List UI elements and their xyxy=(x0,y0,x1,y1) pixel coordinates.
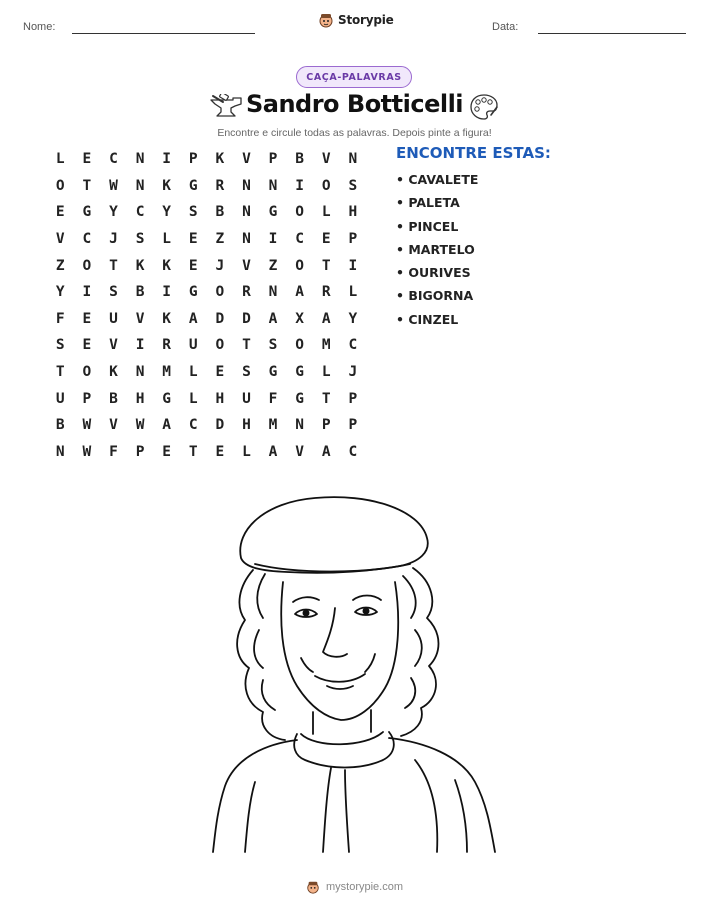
grid-letter[interactable]: K xyxy=(215,151,225,168)
grid-letter[interactable]: N xyxy=(348,151,358,168)
grid-letter[interactable]: C xyxy=(135,204,145,221)
grid-letter[interactable]: B xyxy=(215,204,225,221)
grid-letter[interactable]: D xyxy=(242,310,251,327)
grid-letter[interactable]: D xyxy=(215,310,225,327)
grid-letter[interactable]: P xyxy=(135,443,145,460)
grid-letter[interactable]: W xyxy=(82,417,92,434)
grid-row xyxy=(47,226,366,253)
word-item: • CINZEL xyxy=(396,311,459,327)
grid-letter[interactable]: Y xyxy=(162,204,172,221)
word-list-title: ENCONTRE ESTAS: xyxy=(396,144,551,162)
grid-letter[interactable]: J xyxy=(109,231,118,248)
grid-letter[interactable]: N xyxy=(242,204,251,221)
grid-letter[interactable]: S xyxy=(135,231,145,248)
grid-letter[interactable]: E xyxy=(55,204,65,221)
grid-letter[interactable]: Y xyxy=(55,284,65,301)
grid-letter[interactable]: T xyxy=(55,364,65,381)
grid-letter[interactable]: W xyxy=(82,443,92,460)
grid-row xyxy=(47,412,366,439)
grid-letter[interactable]: N xyxy=(295,417,304,434)
grid-letter[interactable]: T xyxy=(242,337,251,354)
grid-letter[interactable]: E xyxy=(188,257,198,274)
grid-letter[interactable]: L xyxy=(188,364,198,381)
grid-letter[interactable]: N xyxy=(135,177,145,194)
grid-letter[interactable]: O xyxy=(82,257,92,274)
grid-letter[interactable]: F xyxy=(268,390,278,407)
grid-letter[interactable]: H xyxy=(242,417,251,434)
grid-letter[interactable]: F xyxy=(55,310,65,327)
word-item: • PINCEL xyxy=(396,218,459,234)
grid-letter[interactable]: Z xyxy=(215,231,225,248)
grid-letter[interactable]: G xyxy=(268,364,278,381)
grid-letter[interactable]: P xyxy=(321,417,331,434)
grid-letter[interactable]: J xyxy=(348,364,358,381)
grid-letter[interactable]: O xyxy=(295,257,304,274)
grid-letter[interactable]: M xyxy=(268,417,278,434)
footer xyxy=(0,880,709,894)
grid-row xyxy=(47,252,366,279)
grid-letter[interactable]: A xyxy=(321,310,331,327)
grid-letter[interactable]: U xyxy=(55,390,65,407)
grid-letter[interactable]: U xyxy=(188,337,198,354)
grid-letter[interactable]: T xyxy=(321,390,331,407)
grid-letter[interactable]: K xyxy=(109,364,118,381)
name-line[interactable] xyxy=(72,33,255,34)
grid-letter[interactable]: A xyxy=(188,310,198,327)
grid-letter[interactable]: P xyxy=(82,390,92,407)
grid-letter[interactable]: E xyxy=(321,231,331,248)
grid-letter[interactable]: O xyxy=(295,337,304,354)
grid-letter[interactable]: M xyxy=(162,364,172,381)
grid-letter[interactable]: E xyxy=(82,337,92,354)
grid-letter[interactable]: O xyxy=(55,177,65,194)
grid-letter[interactable]: C xyxy=(348,443,358,460)
grid-letter[interactable]: T xyxy=(109,257,118,274)
grid-letter[interactable]: E xyxy=(215,364,225,381)
grid-letter[interactable]: S xyxy=(188,204,198,221)
grid-letter[interactable]: L xyxy=(321,204,331,221)
grid-letter[interactable]: W xyxy=(135,417,145,434)
grid-letter[interactable]: O xyxy=(321,177,331,194)
grid-row xyxy=(47,359,366,386)
brand-name: Storypie xyxy=(338,13,394,27)
grid-letter[interactable]: R xyxy=(215,177,225,194)
grid-letter[interactable]: S xyxy=(242,364,251,381)
word-search-grid xyxy=(47,146,366,465)
grid-letter[interactable]: N xyxy=(55,443,65,460)
grid-letter[interactable]: T xyxy=(321,257,331,274)
grid-letter[interactable]: H xyxy=(215,390,225,407)
grid-letter[interactable]: Z xyxy=(55,257,65,274)
word-list xyxy=(396,171,478,334)
grid-letter[interactable]: R xyxy=(162,337,172,354)
grid-letter[interactable]: E xyxy=(162,443,172,460)
grid-letter[interactable]: C xyxy=(82,231,92,248)
grid-letter[interactable]: M xyxy=(321,337,331,354)
word-item: • OURIVES xyxy=(396,265,471,281)
grid-letter[interactable]: C xyxy=(188,417,198,434)
grid-letter[interactable]: L xyxy=(162,231,172,248)
grid-letter[interactable]: C xyxy=(295,231,304,248)
grid-letter[interactable]: V xyxy=(109,417,118,434)
grid-letter[interactable]: G xyxy=(295,364,304,381)
grid-row xyxy=(47,439,366,466)
grid-letter[interactable]: V xyxy=(135,310,145,327)
activity-badge: CAÇA-PALAVRAS xyxy=(296,66,412,88)
grid-letter[interactable]: L xyxy=(321,364,331,381)
grid-letter[interactable]: N xyxy=(242,177,251,194)
grid-letter[interactable]: U xyxy=(242,390,251,407)
grid-letter[interactable]: K xyxy=(135,257,145,274)
grid-row xyxy=(47,146,366,173)
grid-letter[interactable]: G xyxy=(188,177,198,194)
page-title: Sandro Botticelli xyxy=(245,90,464,118)
name-label: Nome: xyxy=(23,21,56,33)
grid-letter[interactable]: I xyxy=(268,231,278,248)
grid-letter[interactable]: N xyxy=(268,177,278,194)
date-line[interactable] xyxy=(538,33,686,34)
grid-letter[interactable]: P xyxy=(348,417,358,434)
grid-letter[interactable]: Y xyxy=(109,204,118,221)
grid-letter[interactable]: G xyxy=(188,284,198,301)
grid-letter[interactable]: O xyxy=(215,337,225,354)
grid-letter[interactable]: B xyxy=(135,284,145,301)
grid-letter[interactable]: T xyxy=(188,443,198,460)
grid-letter[interactable]: G xyxy=(162,390,172,407)
grid-letter[interactable]: P xyxy=(348,231,358,248)
grid-letter[interactable]: N xyxy=(135,151,145,168)
grid-letter[interactable]: A xyxy=(321,443,331,460)
grid-row xyxy=(47,199,366,226)
palette-icon xyxy=(469,93,499,121)
grid-letter[interactable]: B xyxy=(109,390,118,407)
grid-letter[interactable]: I xyxy=(162,151,172,168)
grid-letter[interactable]: A xyxy=(268,443,278,460)
grid-row xyxy=(47,385,366,412)
grid-letter[interactable]: J xyxy=(215,257,225,274)
grid-letter[interactable]: Z xyxy=(268,257,278,274)
grid-letter[interactable]: N xyxy=(268,284,278,301)
grid-letter[interactable]: N xyxy=(135,364,145,381)
grid-letter[interactable]: P xyxy=(188,151,198,168)
grid-letter[interactable]: A xyxy=(162,417,172,434)
grid-letter[interactable]: A xyxy=(295,284,304,301)
grid-row xyxy=(47,173,366,200)
grid-letter[interactable]: K xyxy=(162,310,172,327)
grid-letter[interactable]: L xyxy=(242,443,251,460)
grid-letter[interactable]: L xyxy=(188,390,198,407)
grid-letter[interactable]: V xyxy=(109,337,118,354)
storypie-mascot-icon xyxy=(306,880,320,894)
grid-letter[interactable]: S xyxy=(268,337,278,354)
grid-letter[interactable]: R xyxy=(321,284,331,301)
grid-letter[interactable]: N xyxy=(242,231,251,248)
grid-letter[interactable]: T xyxy=(82,177,92,194)
grid-letter[interactable]: A xyxy=(268,310,278,327)
grid-letter[interactable]: Y xyxy=(348,310,358,327)
grid-letter[interactable]: K xyxy=(162,177,172,194)
grid-letter[interactable]: O xyxy=(295,204,304,221)
grid-letter[interactable]: V xyxy=(55,231,65,248)
grid-letter[interactable]: C xyxy=(348,337,358,354)
grid-letter[interactable]: B xyxy=(55,417,65,434)
grid-letter[interactable]: E xyxy=(188,231,198,248)
storypie-mascot-icon xyxy=(318,12,334,28)
grid-letter[interactable]: D xyxy=(215,417,225,434)
grid-letter[interactable]: E xyxy=(82,151,92,168)
word-item: • BIGORNA xyxy=(396,288,474,304)
grid-letter[interactable]: E xyxy=(215,443,225,460)
grid-letter[interactable]: S xyxy=(348,177,358,194)
brand-logo xyxy=(318,12,394,28)
grid-letter[interactable]: L xyxy=(348,284,358,301)
grid-letter[interactable]: H xyxy=(135,390,145,407)
grid-letter[interactable]: E xyxy=(82,310,92,327)
grid-letter[interactable]: V xyxy=(321,151,331,168)
grid-letter[interactable]: B xyxy=(295,151,304,168)
footer-url[interactable]: mystorypie.com xyxy=(325,881,404,893)
grid-letter[interactable]: V xyxy=(295,443,304,460)
grid-letter[interactable]: G xyxy=(82,204,92,221)
instructions: Encontre e circule todas as palavras. Depois pinte a figura! xyxy=(217,127,492,139)
grid-letter[interactable]: X xyxy=(295,310,304,327)
grid-letter[interactable]: V xyxy=(242,257,251,274)
grid-letter[interactable]: F xyxy=(109,443,118,460)
word-item: • MARTELO xyxy=(396,241,475,257)
grid-row xyxy=(47,279,366,306)
grid-letter[interactable]: O xyxy=(82,364,92,381)
date-label: Data: xyxy=(492,21,519,33)
grid-row xyxy=(47,332,366,359)
grid-row xyxy=(47,306,366,333)
grid-letter[interactable]: I xyxy=(162,284,172,301)
grid-letter[interactable]: P xyxy=(268,151,278,168)
grid-letter[interactable]: O xyxy=(215,284,225,301)
grid-letter[interactable]: K xyxy=(162,257,172,274)
word-item: • CAVALETE xyxy=(396,172,479,187)
grid-letter[interactable]: H xyxy=(348,204,358,221)
grid-letter[interactable]: I xyxy=(82,284,92,301)
grid-letter[interactable]: S xyxy=(109,284,118,301)
grid-letter[interactable]: V xyxy=(242,151,251,168)
grid-letter[interactable]: C xyxy=(109,151,118,168)
botticelli-portrait-coloring xyxy=(205,490,505,855)
grid-letter[interactable]: S xyxy=(55,337,65,354)
grid-letter[interactable]: P xyxy=(348,390,358,407)
grid-letter[interactable]: G xyxy=(268,204,278,221)
grid-letter[interactable]: R xyxy=(242,284,251,301)
grid-letter[interactable]: I xyxy=(135,337,145,354)
grid-letter[interactable]: I xyxy=(295,177,304,194)
grid-letter[interactable]: U xyxy=(109,310,118,327)
grid-letter[interactable]: I xyxy=(348,257,358,274)
grid-letter[interactable]: W xyxy=(109,177,118,194)
grid-letter[interactable]: G xyxy=(295,390,304,407)
word-item: • PALETA xyxy=(396,195,460,211)
grid-letter[interactable]: L xyxy=(55,151,65,168)
